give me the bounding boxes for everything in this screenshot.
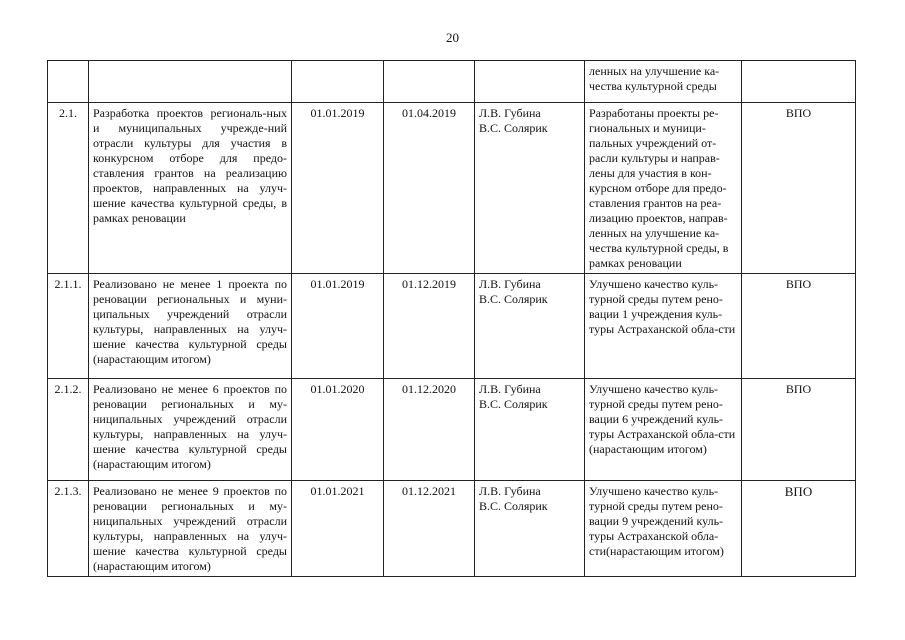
- cell-end: 01.04.2019: [384, 103, 475, 274]
- cell-end: 01.12.2019: [384, 274, 475, 379]
- cell-description: Реализовано не менее 9 проектов по реновации региональных и му-ниципальных учреждений отрасли культуры, направленных на улуч-шение качества культурной среды (нарастающим итогом): [89, 481, 292, 577]
- cell-start: [292, 61, 384, 103]
- cell-end: 01.12.2020: [384, 379, 475, 481]
- control-value: ВПО: [784, 484, 813, 499]
- responsible-person: В.С. Солярик: [479, 499, 548, 513]
- cell-num: [48, 61, 89, 103]
- cell-control: ВПО: [742, 274, 856, 379]
- cell-start: 01.01.2020: [292, 379, 384, 481]
- cell-control: [742, 481, 856, 577]
- cell-responsible: [475, 103, 585, 274]
- responsible-person: Л.В. Губина: [479, 484, 541, 498]
- table-row: [48, 481, 856, 577]
- table-row-continued: [48, 61, 856, 103]
- cell-result: Улучшено качество куль-турной среды путем рено-вации 6 учреждений куль-туры Астраханской обла-сти (нарастающим итогом): [585, 379, 742, 481]
- cell-description: Реализовано не менее 6 проектов по реновации региональных и му-ниципальных учреждений отрасли культуры, направленных на улуч-шение качества культурной среды (нарастающим итогом): [89, 379, 292, 481]
- responsible-person: В.С. Солярик: [479, 397, 548, 411]
- cell-num: 2.1.3.: [48, 481, 89, 577]
- cell-control: [742, 61, 856, 103]
- responsible-person: В.С. Солярик: [479, 121, 548, 135]
- cell-description: Реализовано не менее 1 проекта по реновации региональных и муни-ципальных учреждений отрасли культуры, направленных на улуч-шение качества культурной среды (нарастающим итогом): [89, 274, 292, 379]
- table-row: [48, 103, 856, 274]
- cell-end: 01.12.2021: [384, 481, 475, 577]
- responsible-person: Л.В. Губина: [479, 382, 541, 396]
- cell-num: 2.1.1.: [48, 274, 89, 379]
- cell-start: 01.01.2021: [292, 481, 384, 577]
- cell-result: Разработаны проекты ре-гиональных и муници-пальных учреждений от-расли культуры и направ-лены для участия в кон-курсном отборе для предо-ставления грантов на реа-лизацию проектов, направ-ленных на улучшение ка-чества культурной среды, в рамках реновации: [585, 103, 742, 274]
- cell-control: ВПО: [742, 103, 856, 274]
- cell-num: 2.1.: [48, 103, 89, 274]
- responsible-person: Л.В. Губина: [479, 277, 541, 291]
- cell-description: [89, 61, 292, 103]
- page-number: 20: [446, 30, 459, 45]
- cell-end: [384, 61, 475, 103]
- responsible-person: Л.В. Губина: [479, 106, 541, 120]
- cell-responsible: [475, 274, 585, 379]
- cell-result: ленных на улучшение ка-чества культурной среды: [585, 61, 742, 103]
- cell-start: 01.01.2019: [292, 103, 384, 274]
- cell-result: Улучшено качество куль-турной среды путем рено-вации 1 учреждения куль-туры Астраханской обла-сти: [585, 274, 742, 379]
- table-row: [48, 379, 856, 481]
- cell-responsible: [475, 61, 585, 103]
- cell-start: 01.01.2019: [292, 274, 384, 379]
- activity-plan-table: [47, 60, 856, 577]
- cell-result: Улучшено качество куль-турной среды путем рено-вации 9 учреждений куль-туры Астраханской обла-сти(нарастающим итогом): [585, 481, 742, 577]
- cell-control: ВПО: [742, 379, 856, 481]
- cell-responsible: [475, 481, 585, 577]
- cell-description: Разработка проектов региональ-ных и муниципальных учрежде-ний отрасли культуры для участия в конкурсном отборе для предо-ставления грантов на реализацию проектов, направленных на улуч-шение качества культурной среды, в рамках реновации: [89, 103, 292, 274]
- cell-responsible: [475, 379, 585, 481]
- table-row: [48, 274, 856, 379]
- cell-num: 2.1.2.: [48, 379, 89, 481]
- responsible-person: В.С. Солярик: [479, 292, 548, 306]
